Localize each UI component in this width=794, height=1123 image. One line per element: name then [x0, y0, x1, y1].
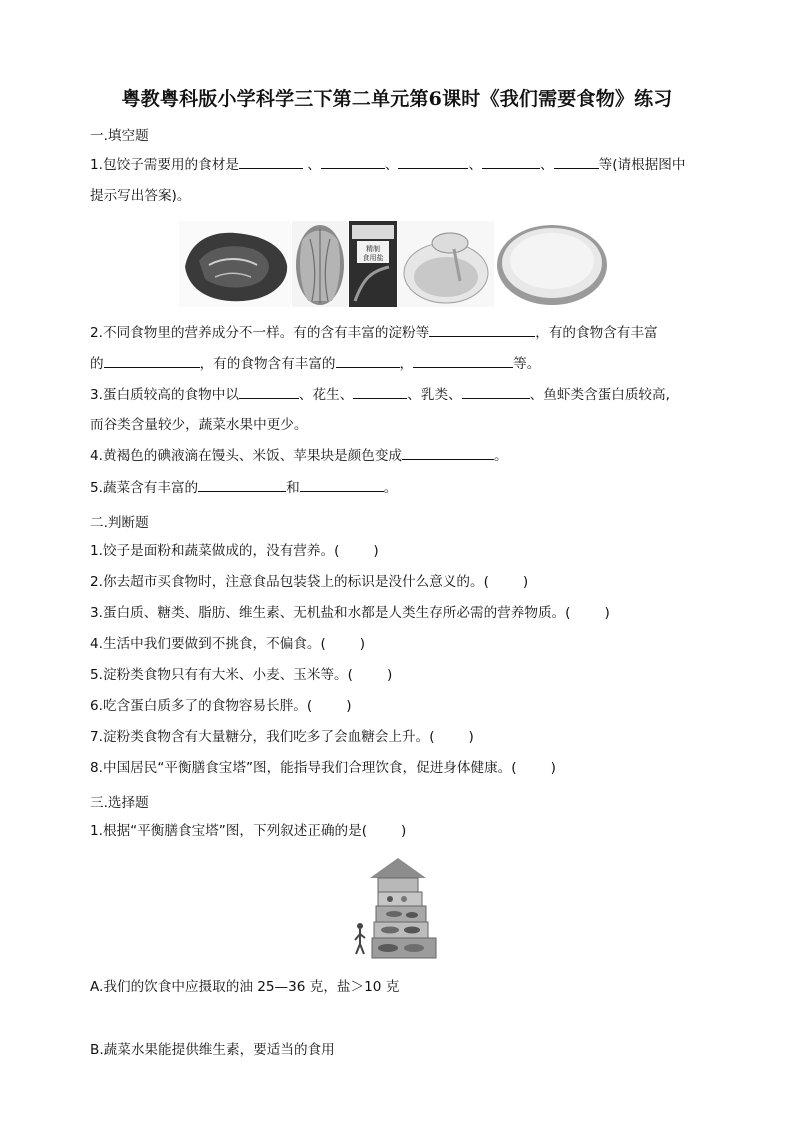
- q3-b: 、乳类、: [407, 387, 462, 403]
- separator: 、: [307, 157, 321, 173]
- fill-question-5: [90, 479, 397, 497]
- judge-question-text: 1.饺子是面粉和蔬菜做成的，没有营养。: [90, 543, 335, 559]
- paren-close: ): [604, 605, 610, 621]
- answer-blank[interactable]: [353, 386, 407, 399]
- paren-close: ): [386, 667, 393, 683]
- q5-suffix: 。: [383, 480, 398, 496]
- judge-question: [90, 666, 392, 684]
- separator: 、: [384, 157, 399, 173]
- answer-blank[interactable]: [198, 479, 286, 492]
- paren-open: (: [334, 543, 340, 559]
- q3-a: 、花生、: [298, 387, 354, 403]
- q3-prefix: 3.蛋白质较高的食物中以: [90, 387, 239, 403]
- q4-prefix: 4.黄褐色的碘液滴在馒头、米饭、苹果块是颜色变成: [90, 448, 403, 464]
- choice-question: [90, 822, 406, 840]
- answer-blank[interactable]: [413, 355, 513, 368]
- fill-question-3: [90, 386, 670, 404]
- paren-open: (: [429, 729, 435, 745]
- judge-question: [90, 542, 379, 560]
- answer-blank[interactable]: [402, 447, 494, 460]
- q3-c: 、鱼虾类含蛋白质较高,: [529, 387, 670, 403]
- page-title: 粤教粤科版小学科学三下第二单元第6课时《我们需要食物》练习: [121, 88, 673, 110]
- separator: 、: [468, 157, 483, 173]
- fill-question-2: [90, 324, 658, 342]
- q2-line2-suffix: 等。: [513, 356, 541, 372]
- answer-blank[interactable]: [104, 355, 200, 368]
- paren-close: ): [468, 729, 474, 745]
- option-b[interactable]: B.蔬菜水果能提供维生素，要适当的食用: [90, 1042, 335, 1058]
- judge-question: [90, 728, 474, 746]
- ingredient-photos: [179, 221, 610, 307]
- paren-close: ): [522, 574, 529, 590]
- answer-blank[interactable]: [429, 324, 535, 337]
- answer-blank[interactable]: [300, 479, 384, 492]
- fill-question-4: [90, 447, 508, 465]
- food-pyramid-image: [350, 856, 440, 960]
- paren-open: (: [511, 760, 517, 776]
- fill-question-1-line2: 提示写出答案)。: [90, 188, 191, 204]
- q1-prefix: 1.包饺子需要用的食材是: [90, 157, 239, 173]
- judge-question: [90, 697, 352, 715]
- section-heading-judge: 二.判断题: [90, 515, 149, 531]
- option-a[interactable]: A.我们的饮食中应摄取的油 25—36 克，盐＞10 克: [90, 979, 400, 995]
- fill-question-3-line2: 而谷类含量较少，蔬菜水果中更少。: [90, 417, 308, 433]
- salt-bag-label-2: 食用盐: [362, 254, 384, 262]
- q2-line2-sep: ，: [399, 356, 414, 372]
- judge-question: [90, 604, 610, 622]
- paren-close: ): [359, 636, 366, 652]
- answer-blank[interactable]: [239, 386, 299, 399]
- fill-question-1: [90, 156, 686, 174]
- paren-open: (: [306, 698, 313, 714]
- paren-close: ): [550, 760, 556, 776]
- q2-mid: ，有的食物含有丰富: [535, 325, 658, 341]
- answer-blank[interactable]: [321, 156, 385, 169]
- separator: 、: [540, 157, 554, 173]
- judge-question-text: 4.生活中我们要做到不挑食，不偏食。: [90, 636, 321, 652]
- q2-prefix: 2.不同食物里的营养成分不一样。有的含有丰富的淀粉等: [90, 325, 430, 341]
- answer-blank[interactable]: [239, 156, 303, 169]
- paren-open: (: [483, 574, 489, 590]
- q2-line2-mid: ，有的食物含有丰富的: [199, 356, 336, 372]
- judge-question-text: 7.淀粉类食物含有大量糖分，我们吃多了会血糖会上升。: [90, 729, 430, 745]
- paren-close: ): [401, 823, 407, 839]
- judge-question-text: 2.你去超市买食物时，注意食品包装袋上的标识是没什么意义的。: [90, 574, 484, 590]
- judge-question: [90, 573, 528, 591]
- salt-bag-photo: [349, 221, 397, 307]
- q4-suffix: 。: [494, 448, 508, 464]
- paren-open: (: [320, 636, 326, 652]
- flour-photo: [495, 221, 610, 307]
- meat-photo: [179, 221, 291, 307]
- judge-question: [90, 635, 365, 653]
- fill-question-2-line2: [90, 355, 540, 373]
- oil-photo: [398, 221, 494, 307]
- judge-question-text: 5.淀粉类食物只有有大米、小麦、玉米等。: [90, 667, 348, 683]
- section-heading-choice: 三.选择题: [90, 795, 149, 811]
- q1-suffix: 等(请根据图中: [598, 157, 686, 173]
- choice-question-text: 1.根据“平衡膳食宝塔”图，下列叙述正确的是(: [90, 823, 368, 839]
- judge-question-text: 6.吃含蛋白质多了的食物容易长胖。: [90, 698, 307, 714]
- cabbage-photo: [292, 221, 348, 307]
- answer-blank[interactable]: [462, 386, 530, 399]
- judge-question-text: 3.蛋白质、糖类、脂肪、维生素、无机盐和水都是人类生存所必需的营养物质。: [90, 605, 566, 621]
- q5-prefix: 5.蔬菜含有丰富的: [90, 480, 199, 496]
- paren-close: ): [346, 698, 352, 714]
- answer-blank[interactable]: [554, 156, 599, 169]
- paren-open: (: [347, 667, 353, 683]
- q5-mid: 和: [286, 480, 300, 496]
- judge-question-text: 8.中国居民“平衡膳食宝塔”图，能指导我们合理饮食，促进身体健康。: [90, 760, 512, 776]
- q2-line2-prefix: 的: [90, 356, 104, 372]
- answer-blank[interactable]: [336, 355, 400, 368]
- judge-question: [90, 759, 556, 777]
- section-heading-fill: 一.填空题: [90, 128, 149, 144]
- answer-blank[interactable]: [482, 156, 540, 169]
- answer-blank[interactable]: [398, 156, 468, 169]
- paren-open: (: [565, 605, 571, 621]
- salt-bag-label: 精制: [366, 245, 380, 253]
- paren-close: ): [373, 543, 379, 559]
